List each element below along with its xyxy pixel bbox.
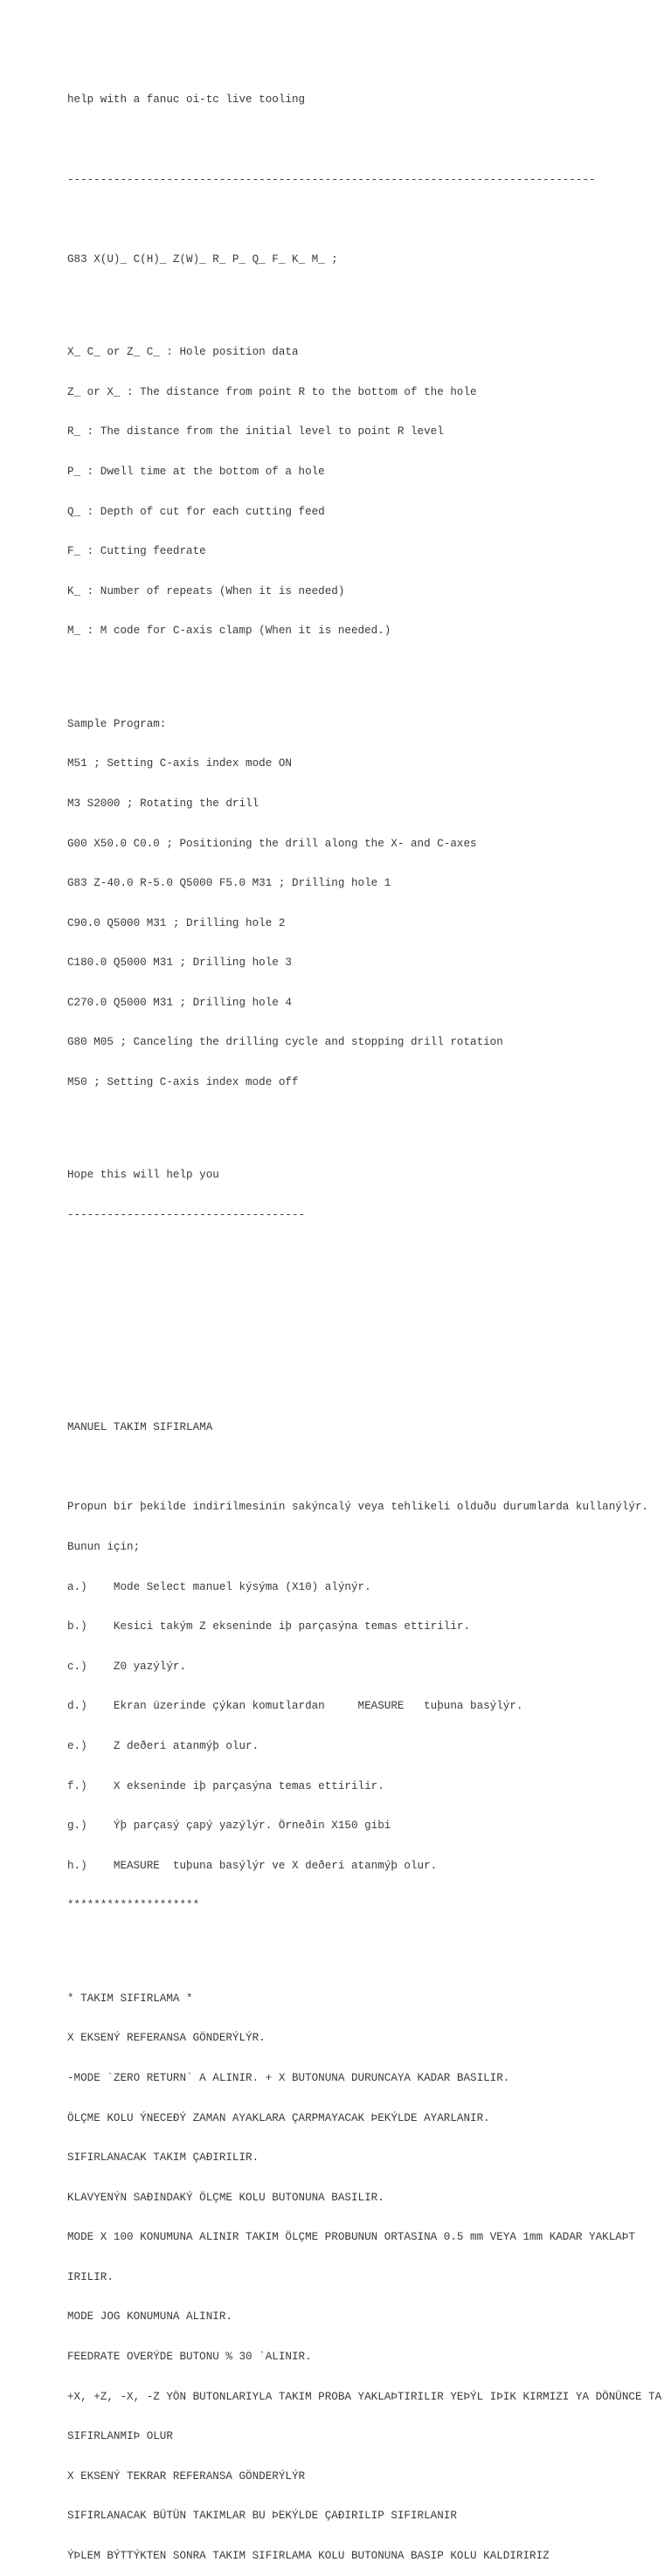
reset-line: +X, +Z, -X, -Z YÖN BUTONLARIYLA TAKIM PROBA YAKLAÞTIRILIR YEÞÝL IÞIK KIRMIZI YA DÖNÜNCE TA — [67, 2390, 662, 2403]
manual-title: MANUEL TAKIM SIFIRLAMA — [67, 1421, 213, 1434]
sample-line: M51 ; Setting C-axis index mode ON — [67, 757, 292, 770]
sample-line: M3 S2000 ; Rotating the drill — [67, 797, 259, 810]
g83-syntax: G83 X(U)_ C(H)_ Z(W)_ R_ P_ Q_ F_ K_ M_ ; — [67, 252, 338, 266]
param-line: X_ C_ or Z_ C_ : Hole position data — [67, 346, 299, 359]
sample-line: G00 X50.0 C0.0 ; Positioning the drill along the X- and C-axes — [67, 837, 477, 850]
separator-long: -------------------------------------------------------------------------------- — [67, 173, 596, 186]
reset-line: IRILIR. — [67, 2270, 114, 2283]
reset-line: FEEDRATE OVERÝDE BUTONU % 30 `ALINIR. — [67, 2351, 312, 2364]
reset-line: KLAVYENÝN SAÐINDAKÝ ÖLÇME KOLU BUTONUNA BASILIR. — [67, 2191, 384, 2204]
sample-line: C180.0 Q5000 M31 ; Drilling hole 3 — [67, 957, 292, 970]
manual-step: c.) Z0 yazýlýr. — [67, 1660, 187, 1673]
sample-line: G83 Z-40.0 R-5.0 Q5000 F5.0 M31 ; Drilling hole 1 — [67, 877, 391, 890]
param-line: Z_ or X_ : The distance from point R to the bottom of the hole — [67, 385, 477, 398]
post-title: help with a fanuc oi-tc live tooling — [67, 93, 306, 107]
manual-intro-line: Propun bir þekilde indirilmesinin sakýncalý veya tehlikeli olduðu durumlarda kullanýlýr. — [67, 1501, 649, 1514]
document-page — [67, 67, 670, 2576]
manual-step: b.) Kesici takým Z ekseninde iþ parçasýna temas ettirilir. — [67, 1620, 471, 1633]
reset-line: MODE JOG KONUMUNA ALINIR. — [67, 2310, 232, 2324]
sample-line: M50 ; Setting C-axis index mode off — [67, 1076, 299, 1089]
reset-title: * TAKIM SIFIRLAMA * — [67, 1992, 193, 2005]
manual-step: h.) MEASURE tuþuna basýlýr ve X deðeri atanmýþ olur. — [67, 1859, 438, 1872]
reset-line: SIFIRLANMIÞ OLUR — [67, 2430, 173, 2443]
sample-heading: Sample Program: — [67, 717, 167, 730]
manual-step: a.) Mode Select manuel kýsýma (X10) alýnýr. — [67, 1580, 371, 1593]
reset-line: MODE X 100 KONUMUNA ALINIR TAKIM ÖLÇME PROBUNUN ORTASINA 0.5 mm VEYA 1mm KADAR YAKLAÞT — [67, 2231, 635, 2244]
reset-line: X EKSENÝ REFERANSA GÖNDERÝLÝR. — [67, 2032, 266, 2045]
param-line: K_ : Number of repeats (When it is needed) — [67, 584, 345, 597]
param-line: F_ : Cutting feedrate — [67, 545, 206, 558]
stars-divider: ******************** — [67, 1899, 200, 1912]
reset-line: ÝÞLEM BÝTTÝKTEN SONRA TAKIM SIFIRLAMA KOLU BUTONUNA BASIP KOLU KALDIRIRIZ — [67, 2550, 550, 2563]
separator-short: ------------------------------------ — [67, 1209, 306, 1222]
reset-line: SIFIRLANACAK BÜTÜN TAKIMLAR BU ÞEKÝLDE ÇAÐIRILIP SIFIRLANIR — [67, 2510, 457, 2523]
sample-line: C270.0 Q5000 M31 ; Drilling hole 4 — [67, 996, 292, 1009]
closing-text: Hope this will help you — [67, 1169, 219, 1182]
reset-line: ÖLÇME KOLU ÝNECEÐÝ ZAMAN AYAKLARA ÇARPMAYACAK ÞEKÝLDE AYARLANIR. — [67, 2111, 490, 2124]
reset-line: SIFIRLANACAK TAKIM ÇAÐIRILIR. — [67, 2151, 259, 2165]
manual-intro-line: Bunun için; — [67, 1541, 141, 1553]
sample-line: G80 M05 ; Canceling the drilling cycle and stopping drill rotation — [67, 1036, 503, 1049]
reset-line: X EKSENÝ TEKRAR REFERANSA GÖNDERÝLÝR — [67, 2469, 306, 2483]
manual-step: f.) X ekseninde iþ parçasýna temas ettirilir. — [67, 1779, 384, 1792]
param-line: R_ : The distance from the initial level to point R level — [67, 425, 444, 439]
param-line: P_ : Dwell time at the bottom of a hole — [67, 465, 325, 478]
reset-line: -MODE `ZERO RETURN` A ALINIR. + X BUTONUNA DURUNCAYA KADAR BASILIR. — [67, 2071, 510, 2084]
param-line: M_ : M code for C-axis clamp (When it is needed.) — [67, 625, 391, 638]
manual-step: d.) Ekran üzerinde çýkan komutlardan MEASURE tuþuna basýlýr. — [67, 1700, 523, 1713]
sample-line: C90.0 Q5000 M31 ; Drilling hole 2 — [67, 916, 286, 929]
param-line: Q_ : Depth of cut for each cutting feed — [67, 505, 325, 518]
manual-step: e.) Z deðeri atanmýþ olur. — [67, 1739, 259, 1752]
manual-step: g.) Ýþ parçasý çapý yazýlýr. Örneðin X150 gibi — [67, 1820, 391, 1833]
